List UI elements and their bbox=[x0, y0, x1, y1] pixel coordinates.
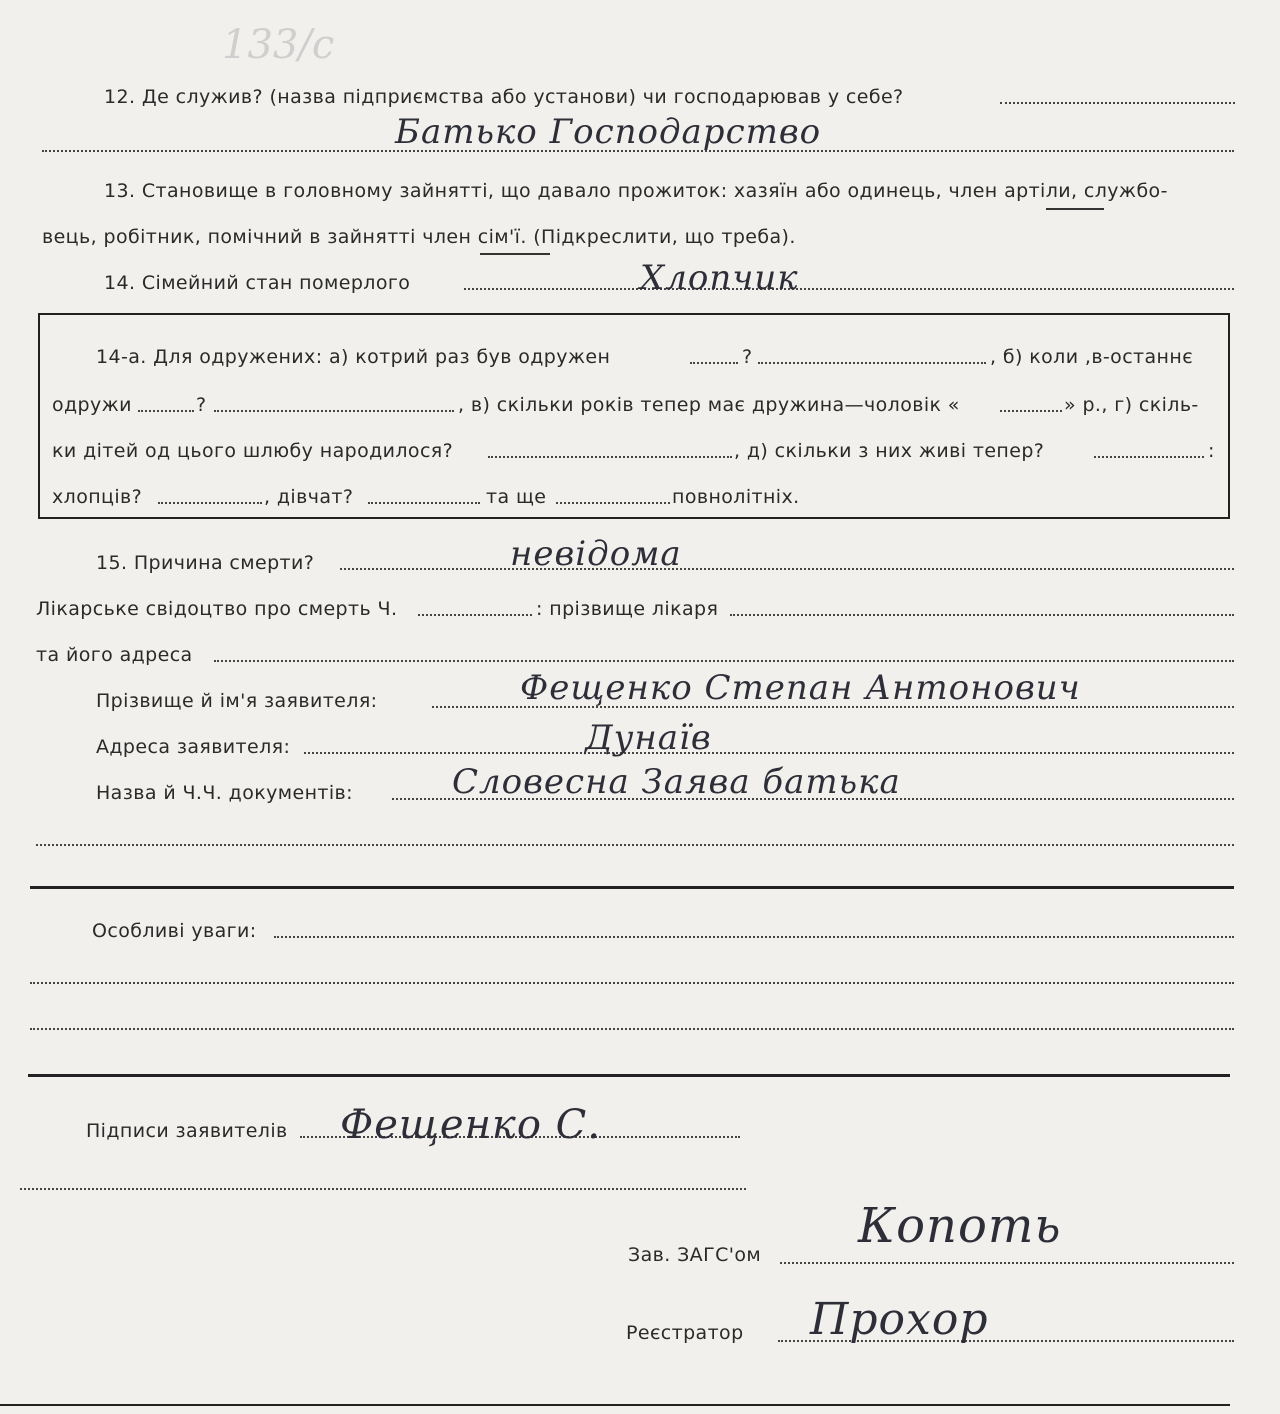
q14a-adults-line bbox=[556, 502, 670, 504]
doctor-surname-line bbox=[730, 614, 1234, 616]
applicant-signature: Фещенко С. bbox=[340, 1102, 601, 1148]
documents-extra-line bbox=[36, 844, 1234, 846]
q14a-married-section-box bbox=[38, 313, 1230, 519]
registrar-signature: Прохор bbox=[810, 1294, 989, 1345]
q13-line1: 13. Становище в головному зайнятті, що давало прожиток: хазяїн або одинець, член артіли, службо- bbox=[104, 180, 1168, 202]
q14a-line3-b: , д) скільки з них живі тепер? bbox=[734, 440, 1045, 462]
q13-line2: вець, робітник, помічний в зайнятті член сім'ї. (Підкреслити, що треба). bbox=[42, 226, 796, 248]
q12-line-end bbox=[1000, 102, 1235, 104]
q14a-line2-b: , в) скільки років тепер має дружина—чоловік « bbox=[458, 394, 960, 416]
applicant-signatures-label: Підписи заявителів bbox=[86, 1120, 288, 1142]
applicant-signature-extra-line bbox=[20, 1188, 746, 1190]
applicant-address-handwritten: Дунаїв bbox=[585, 718, 712, 758]
section-divider-1 bbox=[30, 886, 1234, 889]
q14a-when-married-line bbox=[138, 410, 194, 412]
q12-label: 12. Де служив? (назва підприємства або установи) чи господарював у себе? bbox=[104, 86, 904, 108]
doctor-address-line bbox=[214, 660, 1234, 662]
q14a-line4-b: , дівчат? bbox=[264, 486, 354, 508]
q14a-line4-c: та ще bbox=[486, 486, 547, 508]
q14a-girls-line bbox=[368, 502, 480, 504]
medical-certificate-number-line bbox=[418, 614, 532, 616]
documents-handwritten: Словесна Заява батька bbox=[452, 762, 901, 802]
q13-underline-chlen-simi bbox=[480, 253, 550, 255]
notes-line-3 bbox=[30, 1028, 1234, 1030]
q15-handwritten-answer: невідома bbox=[510, 534, 682, 574]
q14a-when-married-line2 bbox=[214, 410, 454, 412]
q13-underline-artil bbox=[1046, 208, 1104, 210]
q14a-line2-q: ? bbox=[196, 394, 207, 416]
section-divider-2 bbox=[28, 1074, 1230, 1077]
notes-line-1 bbox=[274, 936, 1234, 938]
q14-handwritten-answer: Хлопчик bbox=[640, 258, 799, 298]
doctor-surname-label: : прізвище лікаря bbox=[536, 598, 719, 620]
q12-handwritten-answer: Батько Господарство bbox=[395, 112, 822, 152]
notes-label: Особливі уваги: bbox=[92, 920, 257, 942]
q14a-boys-line bbox=[158, 502, 262, 504]
doctor-address-label: та його адреса bbox=[36, 644, 193, 666]
q14a-children-alive-line bbox=[1094, 456, 1204, 458]
q14a-children-born-line bbox=[488, 456, 732, 458]
q14a-line2-c: » р., г) скіль- bbox=[1064, 394, 1199, 416]
registrar-label: Реєстратор bbox=[626, 1322, 744, 1344]
documents-label: Назва й Ч.Ч. документів: bbox=[96, 782, 353, 804]
q14a-line1-a: 14-а. Для одружених: а) котрий раз був одружен bbox=[96, 346, 611, 368]
q14a-line1-b: , б) коли ,в-останнє bbox=[990, 346, 1194, 368]
q14a-line3-a: ки дітей од цього шлюбу народилося? bbox=[52, 440, 454, 462]
applicant-address-line bbox=[304, 752, 1234, 754]
applicant-name-handwritten: Фещенко Степан Антонович bbox=[520, 668, 1081, 708]
q14a-line2-a: одружи bbox=[52, 394, 132, 416]
q15-answer-line bbox=[340, 568, 1234, 570]
q14a-spouse-age-line bbox=[1000, 410, 1062, 412]
page-bottom-rule bbox=[0, 1404, 1230, 1406]
notes-line-2 bbox=[30, 982, 1234, 984]
q14a-times-married-line2 bbox=[758, 362, 986, 364]
zags-head-label: Зав. ЗАГС'ом bbox=[628, 1244, 762, 1266]
q14-label: 14. Сімейний стан померлого bbox=[104, 272, 411, 294]
zags-head-signature: Копоть bbox=[858, 1198, 1062, 1254]
q14a-line3-c: : bbox=[1208, 440, 1215, 462]
q14-answer-line bbox=[464, 288, 1234, 290]
zags-head-signature-line bbox=[780, 1262, 1234, 1264]
q14a-line4-a: хлопців? bbox=[52, 486, 143, 508]
q14a-line1-q: ? bbox=[742, 346, 753, 368]
applicant-address-label: Адреса заявителя: bbox=[96, 736, 291, 758]
q14a-line4-d: повнолітніх. bbox=[672, 486, 800, 508]
q15-label: 15. Причина смерти? bbox=[96, 552, 315, 574]
medical-certificate-label: Лікарське свідоцтво про смерть Ч. bbox=[36, 598, 398, 620]
q14a-times-married-line bbox=[690, 362, 738, 364]
archive-number-stamp: 133/с bbox=[222, 22, 335, 68]
applicant-name-label: Прізвище й ім'я заявителя: bbox=[96, 690, 378, 712]
